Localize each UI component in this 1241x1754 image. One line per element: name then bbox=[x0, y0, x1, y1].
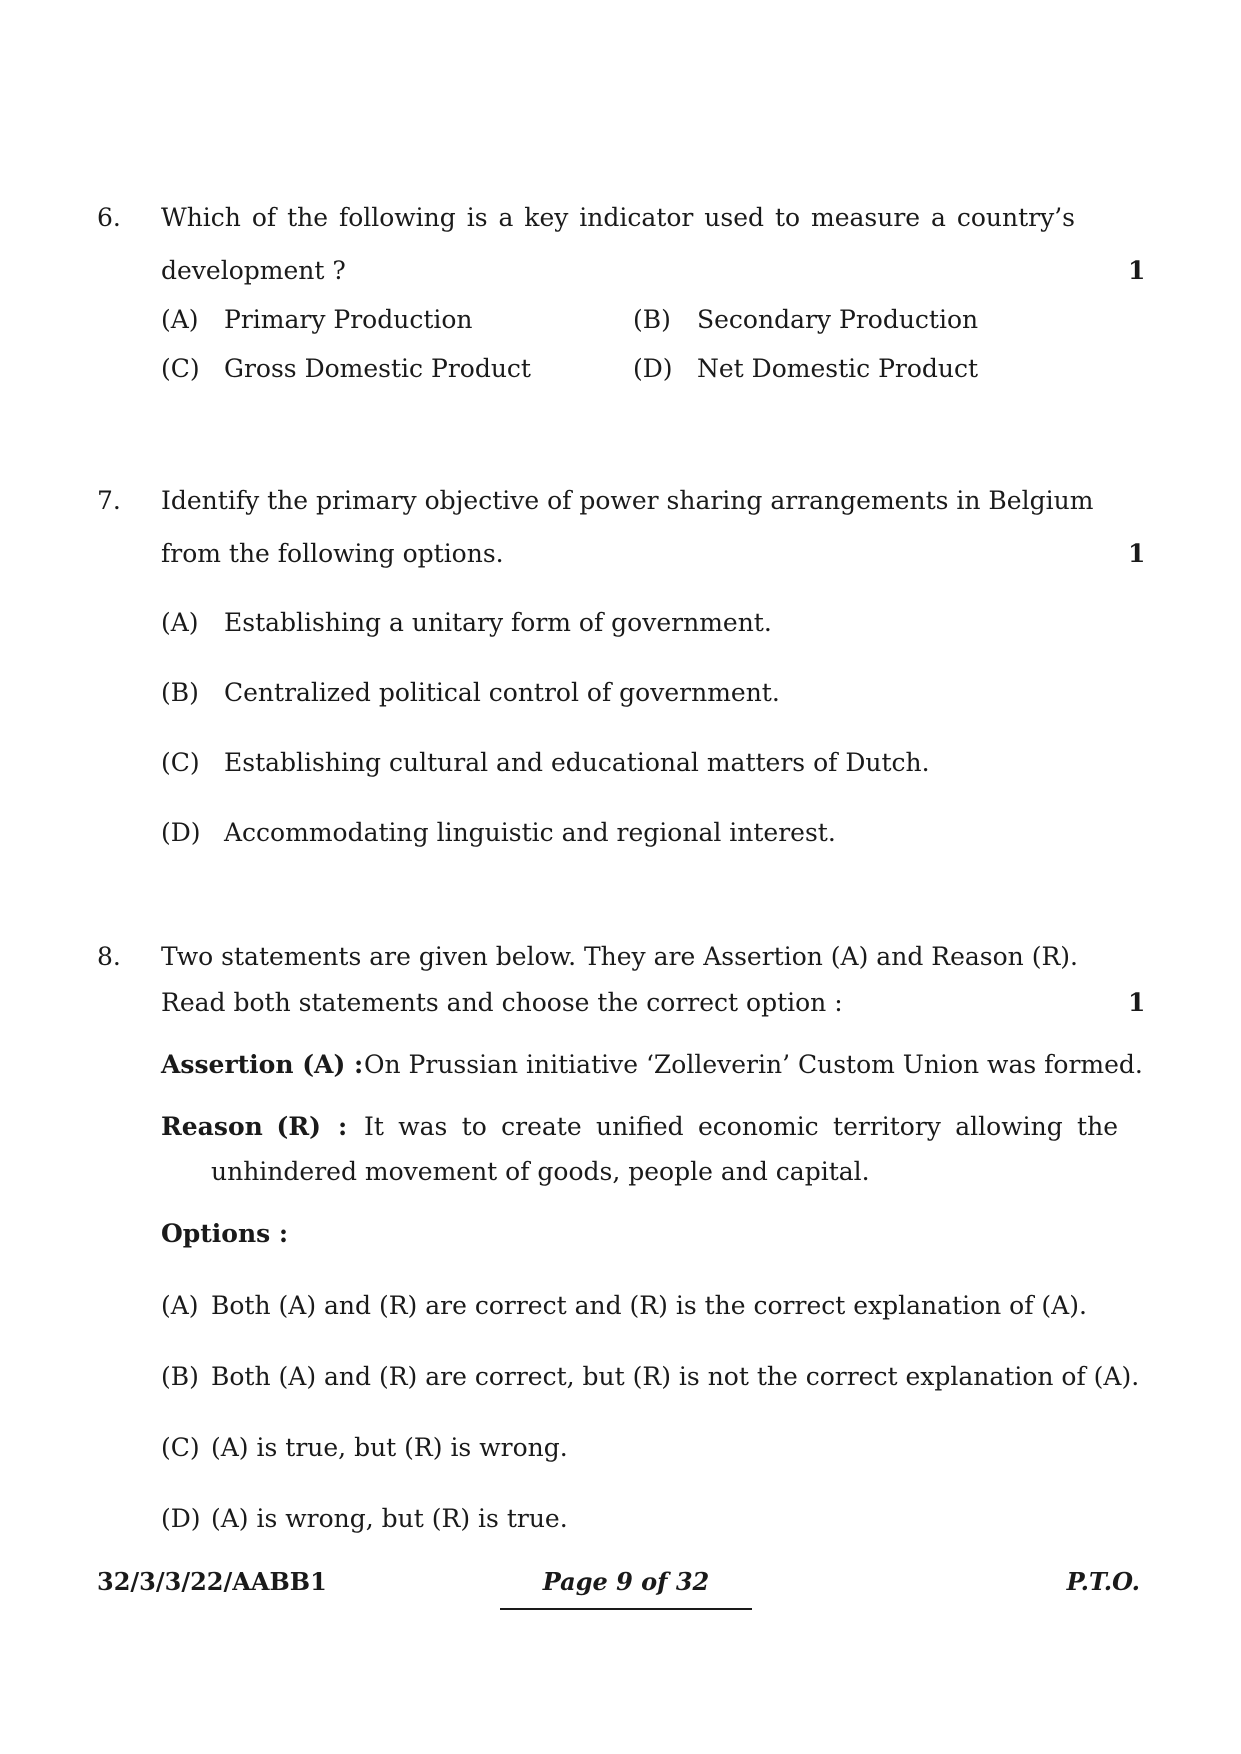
marks: 1 bbox=[1128, 256, 1146, 285]
option-text: Establishing a unitary form of government. bbox=[224, 608, 772, 637]
question-text: development ? bbox=[161, 256, 346, 285]
option-text: (A) is wrong, but (R) is true. bbox=[211, 1504, 568, 1533]
option-letter: (A) bbox=[161, 305, 199, 334]
question-text: from the following options. bbox=[161, 539, 504, 568]
marks: 1 bbox=[1128, 539, 1146, 568]
option-letter: (C) bbox=[161, 748, 200, 777]
option-letter: (D) bbox=[161, 1504, 201, 1533]
options-heading: Options : bbox=[161, 1219, 289, 1248]
question-text: Which of the following is a key indicator used to measure a country’s bbox=[161, 203, 1075, 232]
question-number: 6. bbox=[97, 203, 121, 232]
option-text: Both (A) and (R) are correct and (R) is the correct explanation of (A). bbox=[211, 1291, 1087, 1320]
option-text: (A) is true, but (R) is wrong. bbox=[211, 1433, 568, 1462]
reason-colon: : bbox=[338, 1112, 348, 1141]
option-letter: (D) bbox=[161, 818, 201, 847]
option-text: Primary Production bbox=[224, 305, 473, 334]
option-text: Net Domestic Product bbox=[697, 354, 979, 383]
question-number: 8. bbox=[97, 942, 121, 971]
marks: 1 bbox=[1128, 988, 1146, 1017]
option-text: Gross Domestic Product bbox=[224, 354, 531, 383]
question-number: 7. bbox=[97, 486, 121, 515]
reason-text: It was to create unified economic territory allowing the bbox=[364, 1112, 1118, 1141]
option-text: Centralized political control of government. bbox=[224, 678, 780, 707]
pto-label: P.T.O. bbox=[1066, 1567, 1140, 1596]
page-number-underline bbox=[500, 1608, 752, 1610]
option-text: Establishing cultural and educational matters of Dutch. bbox=[224, 748, 930, 777]
option-letter: (A) bbox=[161, 1291, 199, 1320]
reason-label: Reason (R) bbox=[161, 1112, 321, 1141]
option-letter: (D) bbox=[633, 354, 673, 383]
assertion-label: Assertion (A) : bbox=[161, 1050, 364, 1079]
option-letter: (B) bbox=[161, 678, 199, 707]
question-text: Read both statements and choose the correct option : bbox=[161, 988, 843, 1017]
option-letter: (C) bbox=[161, 354, 200, 383]
question-text: Identify the primary objective of power sharing arrangements in Belgium bbox=[161, 486, 1094, 515]
option-text: Secondary Production bbox=[697, 305, 979, 334]
option-letter: (B) bbox=[633, 305, 671, 334]
option-text: Accommodating linguistic and regional interest. bbox=[224, 818, 836, 847]
question-text: Two statements are given below. They are Assertion (A) and Reason (R). bbox=[161, 942, 1078, 971]
option-letter: (A) bbox=[161, 608, 199, 637]
paper-code: 32/3/3/22/AABB1 bbox=[97, 1567, 327, 1596]
assertion-text: On Prussian initiative ‘Zolleverin’ Custom Union was formed. bbox=[364, 1050, 1143, 1079]
option-letter: (C) bbox=[161, 1433, 200, 1462]
option-text: Both (A) and (R) are correct, but (R) is not the correct explanation of (A). bbox=[211, 1362, 1140, 1391]
reason-text: unhindered movement of goods, people and capital. bbox=[211, 1157, 870, 1186]
option-letter: (B) bbox=[161, 1362, 199, 1391]
page-number: Page 9 of 32 bbox=[542, 1567, 710, 1596]
